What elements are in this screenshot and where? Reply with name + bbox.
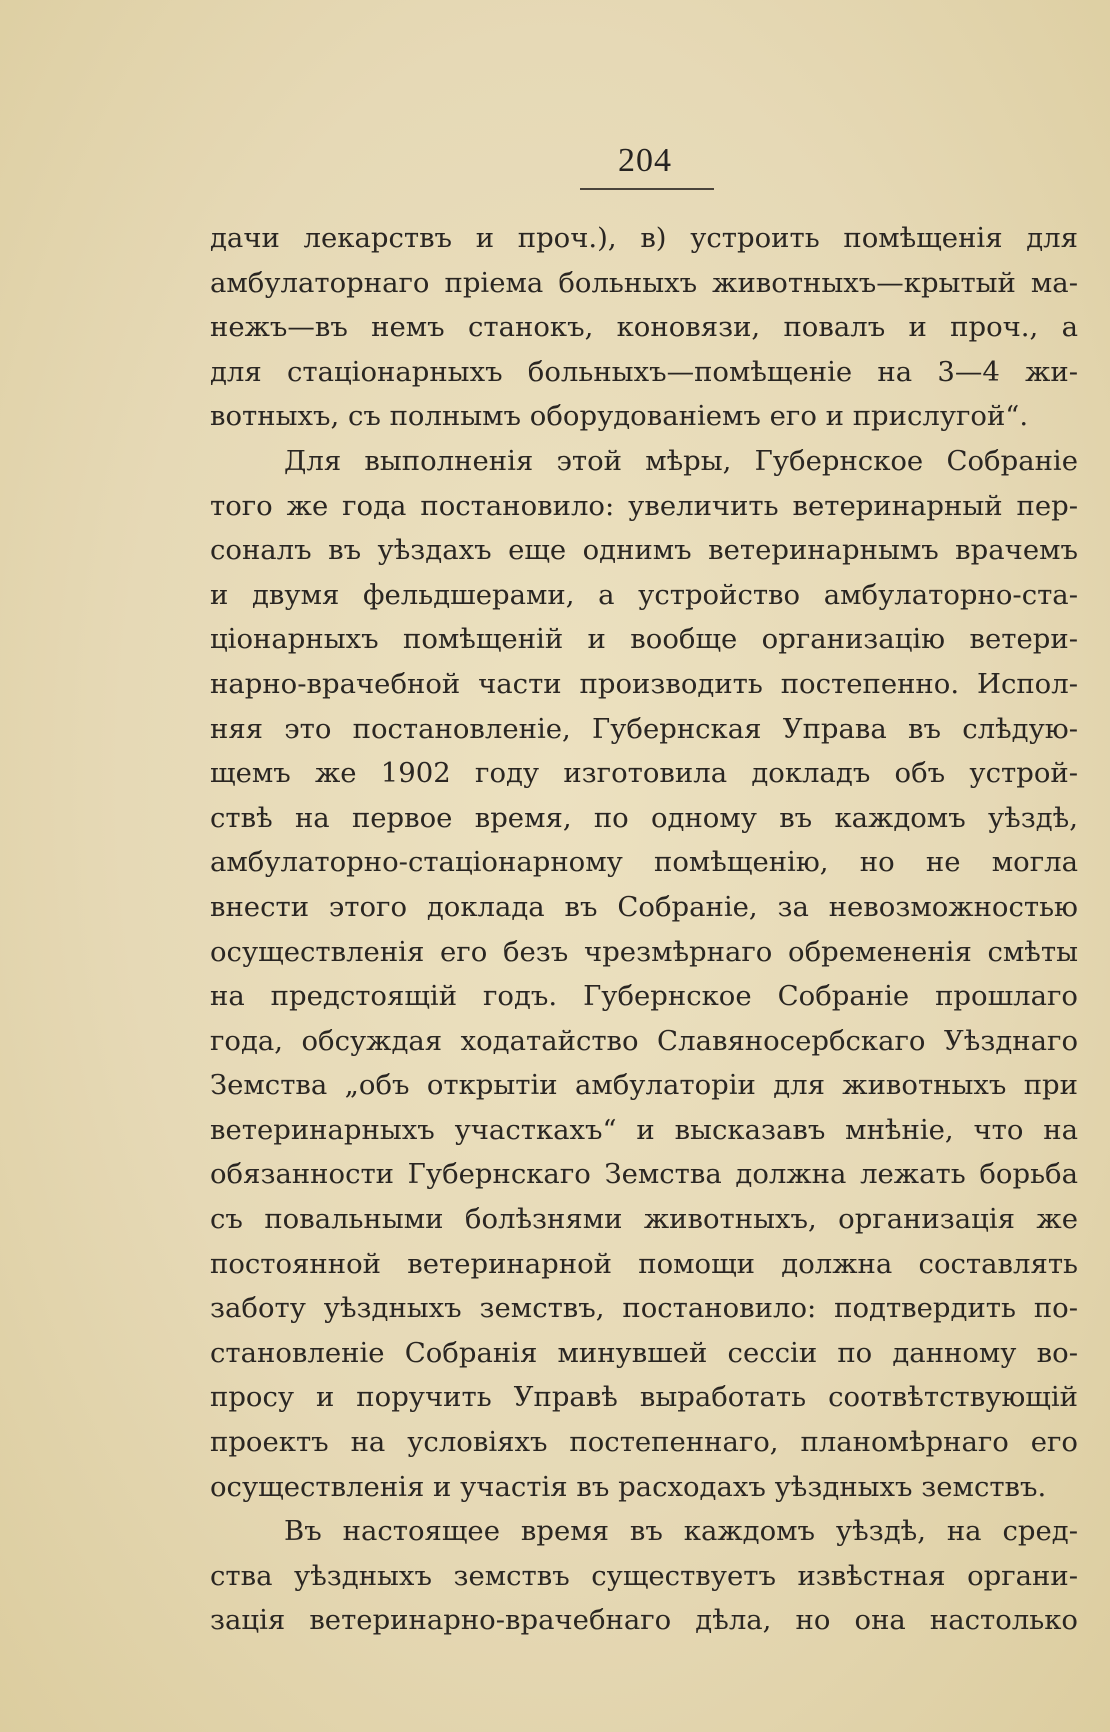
text-line: проектъ на условіяхъ постепеннаго, планомѣрнаго его: [210, 1426, 1078, 1459]
text-line: Земства „объ открытіи амбулаторіи для животныхъ при: [210, 1069, 1078, 1102]
text-line: ствѣ на первое время, по одному въ каждомъ уѣздѣ,: [210, 801, 1078, 834]
text-line: ціонарныхъ помѣщеній и вообще организацію ветери-: [210, 623, 1078, 656]
text-line: заботу уѣздныхъ земствъ, постановило: подтвердить по-: [210, 1292, 1078, 1325]
text-line: просу и поручить Управѣ выработать соотвѣтствующій: [210, 1381, 1078, 1414]
text-line: осуществленія его безъ чрезмѣрнаго обремененія смѣты: [210, 935, 1078, 968]
text-line: года, обсуждая ходатайство Славяносербскаго Уѣзднаго: [210, 1024, 1078, 1057]
text-line: постоянной ветеринарной помощи должна составлять: [210, 1247, 1078, 1280]
text-line: и двумя фельдшерами, а устройство амбулаторно-ста-: [210, 578, 1078, 611]
text-line: того же года постановило: увеличить ветеринарный пер-: [210, 489, 1078, 522]
page-number-rule: [580, 188, 714, 190]
text-line: амбулаторнаго пріема больныхъ животныхъ—крытый ма-: [210, 266, 1078, 299]
text-line: съ повальными болѣзнями животныхъ, организація же: [210, 1203, 1078, 1236]
text-line: вотныхъ, съ полнымъ оборудованіемъ его и прислугой“.: [210, 400, 1029, 433]
text-line: Въ настоящее время въ каждомъ уѣздѣ, на сред-: [284, 1515, 1078, 1548]
text-line: становленіе Собранія минувшей сессіи по данному во-: [210, 1336, 1078, 1369]
text-line: няя это постановленіе, Губернская Управа въ слѣдую-: [210, 712, 1078, 745]
text-line: ства уѣздныхъ земствъ существуетъ извѣстная органи-: [210, 1559, 1078, 1592]
text-line: для стаціонарныхъ больныхъ—помѣщеніе на 3—4 жи-: [210, 355, 1078, 388]
text-line: дачи лекарствъ и проч.), в) устроить помѣщенія для: [210, 222, 1078, 254]
text-line: нежъ—въ немъ станокъ, коновязи, повалъ и проч., а: [210, 311, 1078, 344]
body-text: [210, 216, 1078, 1643]
text-line: нарно-врачебной части производить постепенно. Испол-: [210, 667, 1078, 700]
text-line: осуществленія и участія въ расходахъ уѣздныхъ земствъ.: [210, 1470, 1047, 1503]
text-line: соналъ въ уѣздахъ еще однимъ ветеринарнымъ врачемъ: [210, 534, 1078, 567]
page-number: 204: [618, 142, 672, 179]
text-line: обязанности Губернскаго Земства должна лежать борьба: [210, 1158, 1078, 1191]
text-line: зація ветеринарно-врачебнаго дѣла, но она настолько: [210, 1604, 1078, 1637]
text-line: на предстоящій годъ. Губернское Собраніе прошлаго: [210, 980, 1078, 1013]
text-line: амбулаторно-стаціонарному помѣщенію, но не могла: [210, 846, 1078, 879]
text-line: внести этого доклада въ Собраніе, за невозможностью: [210, 890, 1078, 923]
text-line: Для выполненія этой мѣры, Губернское Собраніе: [284, 444, 1078, 477]
text-line: щемъ же 1902 году изготовила докладъ объ устрой-: [210, 757, 1078, 790]
text-line: ветеринарныхъ участкахъ“ и высказавъ мнѣніе, что на: [210, 1113, 1078, 1146]
